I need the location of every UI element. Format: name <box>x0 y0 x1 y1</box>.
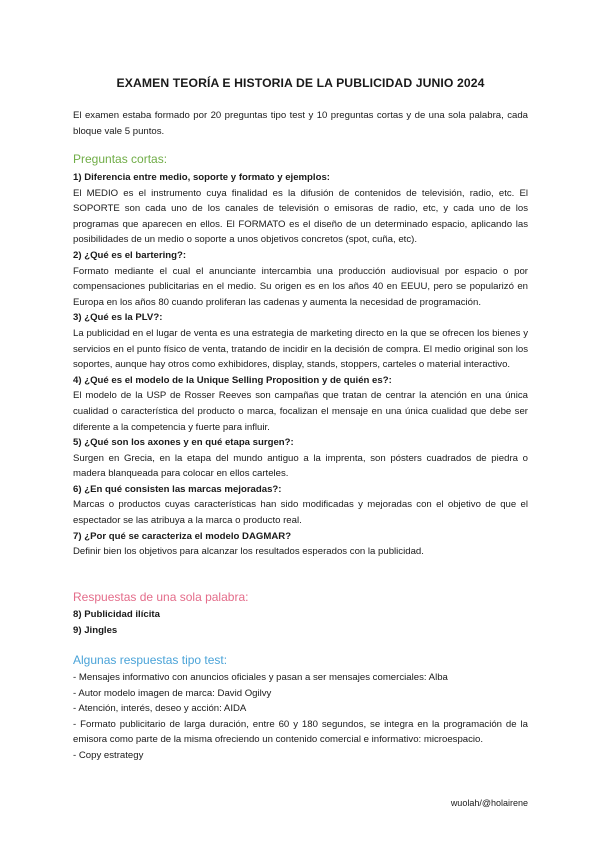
answer-3: La publicidad en el lugar de venta es una estrategia de marketing directo en la que se ofrecen los bienes y servicios en el punto físico de venta, tratando de incidir en la decisión de compra. El medio original son los soportes, aunque hay otros como exhibidores, display, stands, stoppers, carteles o material interactivo. <box>73 327 528 371</box>
test-answers-block <box>73 670 528 764</box>
test-answer-item: - Formato publicitario de larga duración, entre 60 y 180 segundos, se integra en la programación de la emisora como parte de la misma ofreciendo un contenido comercial e informativo: microespacio. <box>73 718 528 746</box>
one-word-item: 9) Jingles <box>73 624 118 636</box>
answer-4: El modelo de la USP de Rosser Reeves son campañas que tratan de centrar la atención en una única cualidad o característica del producto o marca, focalizan el mensaje en una única cualidad que debe ser diferente a la competencia y fuerte para influir. <box>73 390 528 433</box>
question-3: 3) ¿Qué es la PLV?: <box>73 312 163 324</box>
test-answer-item: - Atención, interés, deseo y acción: AIDA <box>73 703 247 715</box>
answer-6: Marcas o productos cuyas características han sido modificadas y mejoradas con el objetivo de que el espectador se las atribuya a la marca o producto real. <box>73 499 528 527</box>
test-answer-item: - Autor modelo imagen de marca: David Ogilvy <box>73 687 272 699</box>
question-4: 4) ¿Qué es el modelo de la Unique Selling Proposition y de quién es?: <box>73 374 392 386</box>
question-6: 6) ¿En qué consisten las marcas mejoradas?: <box>73 483 282 495</box>
watermark-footer: wuolah/@holairene <box>450 798 528 808</box>
one-word-heading: Respuestas de una sola palabra: <box>73 590 249 604</box>
test-answer-item: - Copy estrategy <box>73 749 144 761</box>
test-answers-heading: Algunas respuestas tipo test: <box>73 653 228 667</box>
question-7: 7) ¿Por qué se caracteriza el modelo DAGMAR? <box>73 530 292 542</box>
answer-7: Definir bien los objetivos para alcanzar los resultados esperados con la publicidad. <box>73 546 424 558</box>
one-word-item: 8) Publicidad ilícita <box>73 609 160 620</box>
answer-5: Surgen en Grecia, en la etapa del mundo antiguo a la imprenta, son pósters cuadrados de piedra o madera blanqueada para colocar en ellos carteles. <box>73 452 528 480</box>
question-1: 1) Diferencia entre medio, soporte y formato y ejemplos: <box>73 172 330 183</box>
test-answer-item: - Mensajes informativo con anuncios oficiales y pasan a ser mensajes comerciales: Alba <box>73 672 448 683</box>
short-questions-block <box>73 170 528 560</box>
question-5: 5) ¿Qué son los axones y en qué etapa surgen?: <box>73 437 294 449</box>
answer-2: Formato mediante el cual el anunciante intercambia una producción audiovisual por espacio o por compensaciones publicitarias en el medio. Su origen es en los años 40 en EEUU, pero se popularizó en Europa en los años 80 cuando proliferan las cadenas y aumenta la necesidad de programación. <box>73 265 528 308</box>
one-word-block <box>73 607 528 638</box>
answer-1: El MEDIO es el instrumento cuya finalidad es la difusión de contenidos de televisión, radio, etc. El SOPORTE son cada uno de los canales de televisión o emisoras de radio, etc, y cada uno de los programas que aparecen en ellos. El FORMATO es el diseño de un determinado espacio, aplicando las posibilidades de un medio o soporte a unos objetivos concretos (spot, cuña, etc). <box>73 187 528 246</box>
intro-paragraph: El examen estaba formado por 20 preguntas tipo test y 10 preguntas cortas y de una sola palabra, cada bloque vale 5 puntos. <box>73 110 528 137</box>
page-title: EXAMEN TEORÍA E HISTORIA DE LA PUBLICIDAD JUNIO 2024 <box>116 76 485 90</box>
short-questions-heading: Preguntas cortas: <box>73 152 168 166</box>
question-2: 2) ¿Qué es el bartering?: <box>73 249 187 261</box>
